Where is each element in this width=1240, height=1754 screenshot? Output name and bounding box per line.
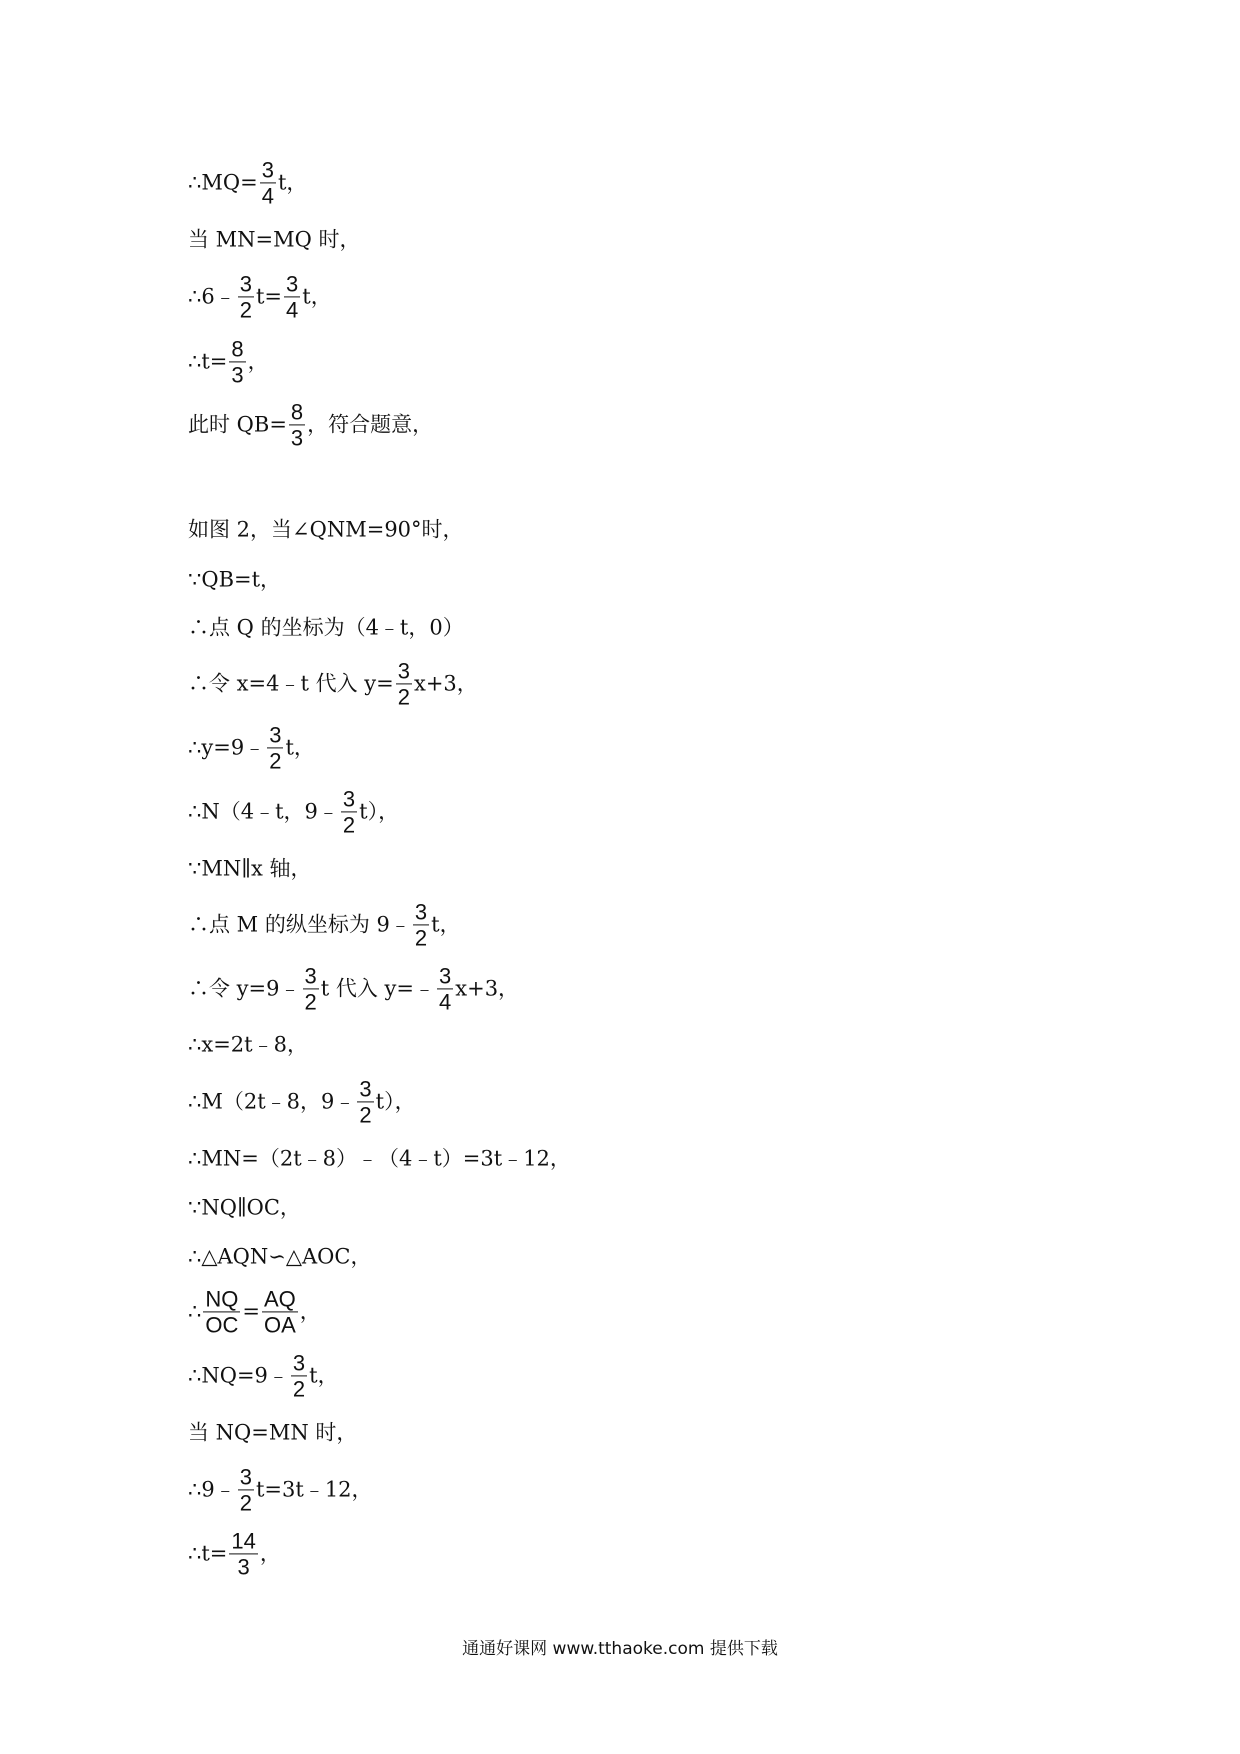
- fraction-denominator: OC: [205, 1312, 239, 1338]
- fraction-numerator: 8: [290, 399, 304, 425]
- fraction-denominator: 2: [359, 1102, 372, 1128]
- math-text: =: [242, 1299, 260, 1324]
- fraction: [396, 659, 412, 708]
- fraction-numerator: 3: [286, 271, 299, 297]
- fraction: [289, 400, 305, 449]
- math-line: [188, 1351, 339, 1400]
- fraction: [238, 272, 254, 321]
- math-text: x+3，: [413, 671, 478, 696]
- math-text: ∴△AQN∽△AOC，: [188, 1244, 372, 1269]
- math-text: ∴: [188, 1299, 202, 1324]
- math-line: [188, 1077, 416, 1126]
- fraction: [437, 964, 453, 1013]
- math-line: [188, 158, 307, 207]
- math-text: ∴点 Q 的坐标为（4﹣t，0）: [188, 615, 464, 640]
- fraction: [341, 787, 357, 836]
- math-text: ∵NQ∥OC，: [188, 1195, 301, 1220]
- fraction: [203, 1287, 240, 1336]
- fraction: [291, 1351, 307, 1400]
- fraction: [357, 1077, 373, 1126]
- fraction-denominator: 2: [239, 297, 252, 323]
- math-text: ∴y=9﹣: [188, 735, 266, 760]
- fraction: [303, 964, 319, 1013]
- math-text: t，: [285, 735, 315, 760]
- fraction-numerator: 3: [261, 157, 274, 183]
- fraction-denominator: 3: [290, 425, 304, 451]
- math-line: [188, 400, 433, 449]
- math-text: t，: [309, 1363, 339, 1388]
- math-text: ，符合题意，: [307, 412, 434, 437]
- fraction-numerator: 3: [397, 658, 410, 684]
- math-text: ∴NQ=9﹣: [188, 1363, 289, 1388]
- math-line: [188, 272, 332, 321]
- math-text: ，: [299, 1299, 321, 1324]
- fraction-numerator: 3: [304, 963, 317, 989]
- math-line: [188, 227, 361, 252]
- math-line: [188, 1287, 321, 1336]
- math-line: [188, 1529, 281, 1578]
- math-text: ∴MQ=: [188, 170, 258, 195]
- math-line: [188, 1195, 301, 1220]
- math-line: [188, 1032, 308, 1057]
- fraction-denominator: OA: [263, 1312, 296, 1338]
- math-text: ∴M（2t﹣8，9﹣: [188, 1089, 356, 1114]
- math-line: [188, 787, 399, 836]
- fraction-numerator: 3: [342, 786, 356, 812]
- math-line: [188, 659, 478, 708]
- math-text: t=3t﹣12，: [255, 1477, 373, 1502]
- fraction-numerator: 3: [239, 1464, 252, 1490]
- math-text: t，: [277, 170, 308, 195]
- math-text: t），: [375, 1089, 416, 1114]
- fraction-numerator: NQ: [205, 1286, 239, 1312]
- math-text: ∴令 x=4﹣t 代入 y=: [188, 671, 394, 696]
- math-line: [188, 1244, 372, 1269]
- fraction-numerator: 8: [231, 336, 244, 362]
- fraction-denominator: 2: [239, 1490, 252, 1516]
- page-footer: 通通好课网 www.tthaoke.com 提供下载: [462, 1639, 778, 1659]
- fraction: [267, 723, 283, 772]
- math-text: ∴t=: [188, 1541, 228, 1566]
- math-text: t，: [431, 912, 461, 937]
- fraction-numerator: 14: [231, 1528, 256, 1554]
- math-text: ，: [247, 349, 269, 374]
- math-text: ，: [259, 1541, 281, 1566]
- math-line: [188, 337, 269, 386]
- fraction-denominator: 2: [414, 925, 428, 951]
- math-text: t，: [302, 284, 332, 309]
- math-text: ∴x=2t﹣8，: [188, 1032, 308, 1057]
- math-line: [188, 900, 461, 949]
- fraction-denominator: 4: [439, 989, 452, 1015]
- math-text: 当 NQ=MN 时，: [188, 1420, 358, 1445]
- fraction-numerator: 3: [239, 271, 252, 297]
- fraction: [260, 158, 276, 207]
- fraction-denominator: 2: [342, 812, 356, 838]
- math-text: ∴9﹣: [188, 1477, 236, 1502]
- math-line: [188, 1146, 571, 1171]
- fraction-denominator: 3: [237, 1554, 250, 1580]
- fraction-numerator: 3: [359, 1076, 372, 1102]
- fraction-denominator: 2: [304, 989, 317, 1015]
- math-line: [188, 517, 464, 542]
- fraction: [238, 1465, 254, 1514]
- math-text: t），: [359, 799, 400, 824]
- fraction-denominator: 2: [292, 1376, 306, 1402]
- fraction: [284, 272, 300, 321]
- fraction-numerator: 3: [292, 1350, 306, 1376]
- math-text: ∴t=: [188, 349, 228, 374]
- fraction-numerator: 3: [414, 899, 428, 925]
- math-text: 如图 2，当∠QNM=90°时，: [188, 517, 464, 542]
- fraction: [229, 337, 245, 386]
- math-text: x+3，: [455, 976, 520, 1001]
- math-text: 当 MN=MQ 时，: [188, 227, 361, 252]
- math-text: 此时 QB=: [188, 412, 287, 437]
- fraction-denominator: 4: [286, 297, 299, 323]
- fraction-denominator: 2: [397, 684, 410, 710]
- math-text: t=: [255, 284, 283, 309]
- fraction-denominator: 4: [261, 183, 274, 209]
- math-text: ∴点 M 的纵坐标为 9﹣: [188, 912, 411, 937]
- math-text: ∴N（4﹣t，9﹣: [188, 799, 339, 824]
- fraction-numerator: 3: [439, 963, 452, 989]
- fraction-numerator: 3: [269, 722, 282, 748]
- fraction-numerator: AQ: [263, 1286, 296, 1312]
- math-line: [188, 723, 315, 772]
- math-text: ∴6﹣: [188, 284, 236, 309]
- math-line: [188, 567, 282, 592]
- math-text: t 代入 y=﹣: [320, 976, 435, 1001]
- math-line: [188, 615, 464, 640]
- fraction: [413, 900, 429, 949]
- math-line: [188, 856, 312, 881]
- math-text: ∴令 y=9﹣: [188, 976, 301, 1001]
- fraction: [229, 1529, 257, 1578]
- math-line: [188, 1420, 358, 1445]
- fraction: [262, 1287, 298, 1336]
- math-text: ∵MN∥x 轴，: [188, 856, 312, 881]
- fraction-denominator: 3: [231, 362, 244, 388]
- math-line: [188, 1465, 373, 1514]
- math-text: ∵QB=t，: [188, 567, 282, 592]
- math-line: [188, 964, 519, 1013]
- math-text: ∴MN=（2t﹣8）﹣（4﹣t）=3t﹣12，: [188, 1146, 571, 1171]
- fraction-denominator: 2: [269, 748, 282, 774]
